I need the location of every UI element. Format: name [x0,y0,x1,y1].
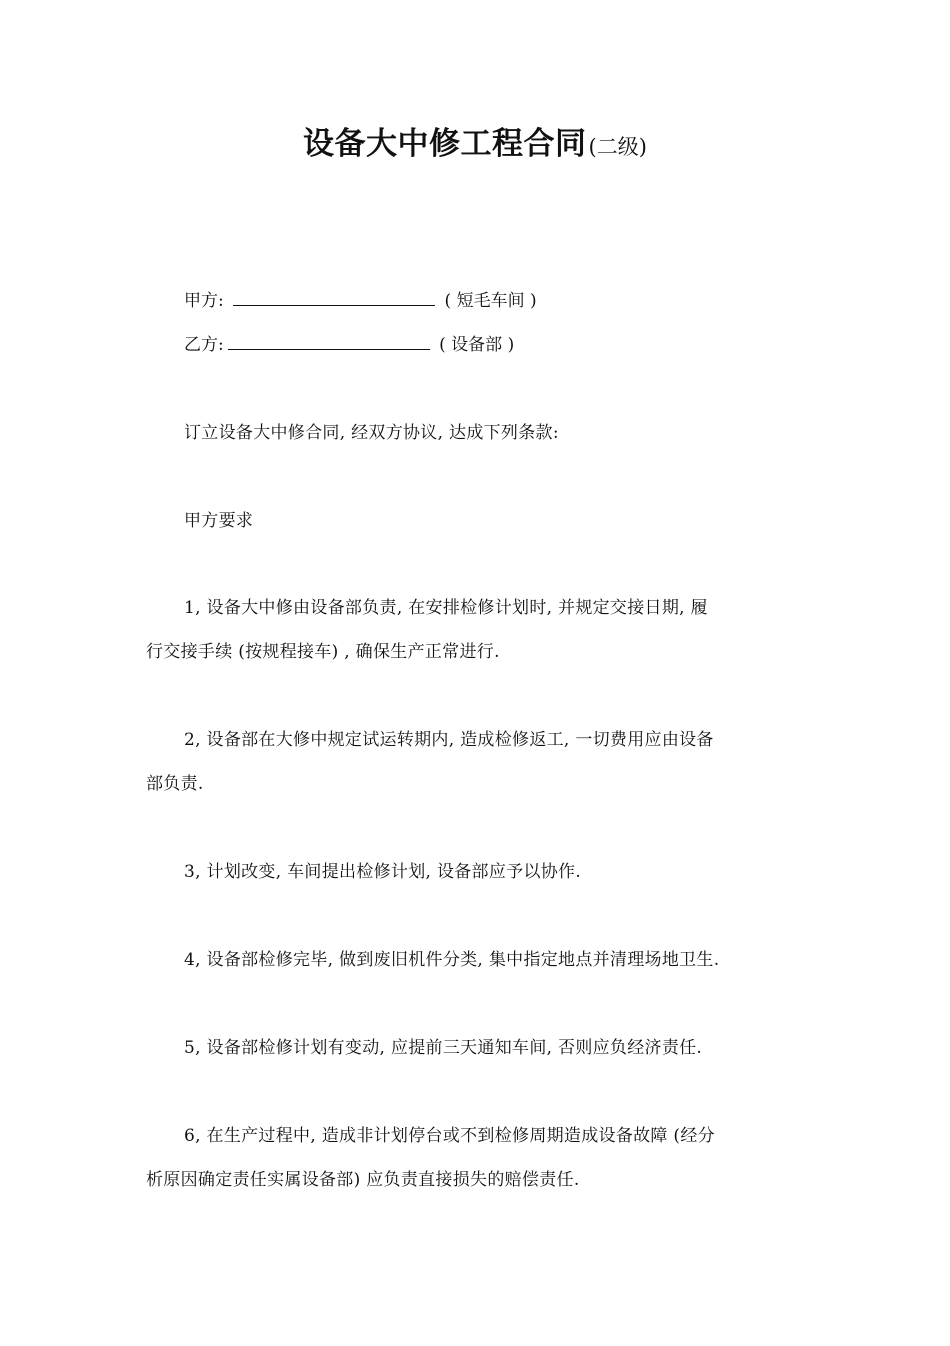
section-heading: 甲方要求 [184,511,254,531]
party-a-label: 甲方: [184,291,224,311]
party-a-line [184,286,537,311]
document-title [0,118,950,163]
clause-5-line-1: 5, 设备部检修计划有变动, 应提前三天通知车间, 否则应负经济责任. [184,1038,703,1058]
title-suffix: (二级) [588,135,647,159]
title-main: 设备大中修工程合同 [303,126,587,162]
party-b-label: 乙方: [184,335,224,355]
clause-1-line-2: 行交接手续 (按规程接车) , 确保生产正常进行. [146,642,500,662]
party-b-line [184,330,514,355]
party-b-note: ( 设备部 ) [439,335,515,355]
party-b-blank [228,333,430,350]
clause-2-line-2: 部负责. [146,774,204,794]
party-a-note: ( 短毛车间 ) [444,291,537,311]
clause-4-line-1: 4, 设备部检修完毕, 做到废旧机件分类, 集中指定地点并清理场地卫生. [184,950,720,970]
clause-6-line-2: 析原因确定责任实属设备部) 应负责直接损失的赔偿责任. [146,1170,580,1190]
intro-text: 订立设备大中修合同, 经双方协议, 达成下列条款: [184,423,559,443]
clause-6-line-1: 6, 在生产过程中, 造成非计划停台或不到检修周期造成设备故障 (经分 [184,1126,715,1146]
clause-1-line-1: 1, 设备大中修由设备部负责, 在安排检修计划时, 并规定交接日期, 履 [184,598,708,618]
party-a-blank [233,289,435,306]
clause-3-line-1: 3, 计划改变, 车间提出检修计划, 设备部应予以协作. [184,862,582,882]
clause-2-line-1: 2, 设备部在大修中规定试运转期内, 造成检修返工, 一切费用应由设备 [184,730,714,750]
